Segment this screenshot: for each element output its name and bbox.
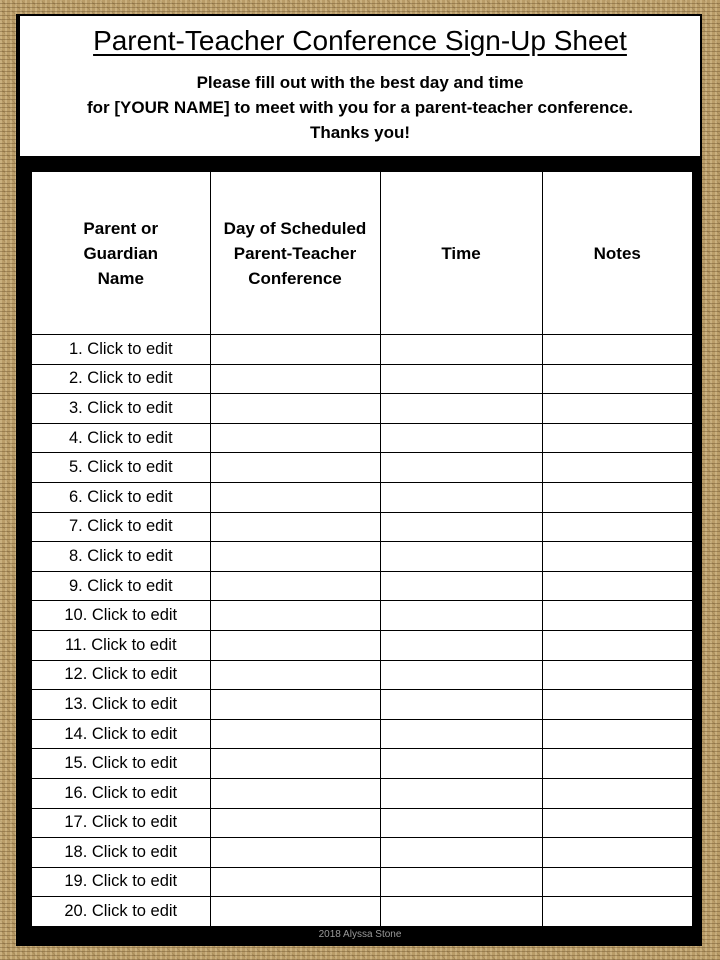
day-cell[interactable] xyxy=(210,808,380,838)
table-row xyxy=(32,660,692,690)
notes-cell[interactable] xyxy=(542,423,692,453)
day-cell[interactable] xyxy=(210,630,380,660)
time-cell[interactable] xyxy=(380,335,542,365)
day-cell[interactable] xyxy=(210,542,380,572)
notes-cell[interactable] xyxy=(542,690,692,720)
name-cell[interactable]: 18. Click to edit xyxy=(32,838,210,868)
notes-cell[interactable] xyxy=(542,660,692,690)
notes-cell[interactable] xyxy=(542,453,692,483)
header-line: Notes xyxy=(593,243,641,263)
day-cell[interactable] xyxy=(210,897,380,927)
header-time xyxy=(380,172,542,335)
day-cell[interactable] xyxy=(210,601,380,631)
name-cell[interactable]: 14. Click to edit xyxy=(32,719,210,749)
table-row xyxy=(32,423,692,453)
name-cell[interactable]: 7. Click to edit xyxy=(32,512,210,542)
table-row xyxy=(32,601,692,631)
name-cell[interactable]: 5. Click to edit xyxy=(32,453,210,483)
notes-cell[interactable] xyxy=(542,749,692,779)
header-panel xyxy=(20,16,700,156)
name-cell[interactable]: 10. Click to edit xyxy=(32,601,210,631)
day-cell[interactable] xyxy=(210,335,380,365)
instructions-line-2: for [YOUR NAME] to meet with you for a parent-teacher conference. xyxy=(87,98,633,117)
table-row xyxy=(32,867,692,897)
table-row xyxy=(32,838,692,868)
day-cell[interactable] xyxy=(210,364,380,394)
table-row xyxy=(32,364,692,394)
name-cell[interactable]: 16. Click to edit xyxy=(32,778,210,808)
notes-cell[interactable] xyxy=(542,571,692,601)
name-cell[interactable]: 8. Click to edit xyxy=(32,542,210,572)
signup-table xyxy=(32,172,692,927)
name-cell[interactable]: 13. Click to edit xyxy=(32,690,210,720)
day-cell[interactable] xyxy=(210,423,380,453)
table-row xyxy=(32,719,692,749)
name-cell[interactable]: 3. Click to edit xyxy=(32,394,210,424)
time-cell[interactable] xyxy=(380,660,542,690)
time-cell[interactable] xyxy=(380,808,542,838)
notes-cell[interactable] xyxy=(542,838,692,868)
day-cell[interactable] xyxy=(210,453,380,483)
header-row xyxy=(32,172,692,335)
name-cell[interactable]: 17. Click to edit xyxy=(32,808,210,838)
name-cell[interactable]: 1. Click to edit xyxy=(32,335,210,365)
time-cell[interactable] xyxy=(380,897,542,927)
day-cell[interactable] xyxy=(210,660,380,690)
name-cell[interactable]: 4. Click to edit xyxy=(32,423,210,453)
copyright-text: 2018 Alyssa Stone xyxy=(318,929,402,940)
table-row xyxy=(32,690,692,720)
name-cell[interactable]: 12. Click to edit xyxy=(32,660,210,690)
notes-cell[interactable] xyxy=(542,867,692,897)
time-cell[interactable] xyxy=(380,630,542,660)
header-line: Name xyxy=(97,268,144,288)
signup-table-container xyxy=(32,172,692,926)
time-cell[interactable] xyxy=(380,778,542,808)
time-cell[interactable] xyxy=(380,719,542,749)
header-day xyxy=(210,172,380,335)
header-line: Parent or xyxy=(83,218,159,238)
notes-cell[interactable] xyxy=(542,897,692,927)
name-cell[interactable]: 19. Click to edit xyxy=(32,867,210,897)
time-cell[interactable] xyxy=(380,394,542,424)
time-cell[interactable] xyxy=(380,423,542,453)
day-cell[interactable] xyxy=(210,719,380,749)
day-cell[interactable] xyxy=(210,778,380,808)
table-row xyxy=(32,482,692,512)
notes-cell[interactable] xyxy=(542,394,692,424)
time-cell[interactable] xyxy=(380,512,542,542)
time-cell[interactable] xyxy=(380,453,542,483)
day-cell[interactable] xyxy=(210,749,380,779)
day-cell[interactable] xyxy=(210,482,380,512)
notes-cell[interactable] xyxy=(542,601,692,631)
time-cell[interactable] xyxy=(380,482,542,512)
notes-cell[interactable] xyxy=(542,630,692,660)
header-line: Parent-Teacher xyxy=(233,243,357,263)
page-title: Parent-Teacher Conference Sign-Up Sheet xyxy=(93,25,627,56)
time-cell[interactable] xyxy=(380,571,542,601)
time-cell[interactable] xyxy=(380,601,542,631)
header-parent-name xyxy=(32,172,210,335)
time-cell[interactable] xyxy=(380,867,542,897)
time-cell[interactable] xyxy=(380,690,542,720)
header-line: Day of Scheduled xyxy=(223,218,367,238)
time-cell[interactable] xyxy=(380,542,542,572)
notes-cell[interactable] xyxy=(542,778,692,808)
table-row xyxy=(32,542,692,572)
time-cell[interactable] xyxy=(380,838,542,868)
table-row xyxy=(32,335,692,365)
header-notes xyxy=(542,172,692,335)
table-row xyxy=(32,394,692,424)
notes-cell[interactable] xyxy=(542,482,692,512)
header-line: Conference xyxy=(248,268,342,288)
table-row xyxy=(32,749,692,779)
notes-cell[interactable] xyxy=(542,335,692,365)
notes-cell[interactable] xyxy=(542,542,692,572)
table-row xyxy=(32,453,692,483)
instructions-line-3: Thanks you! xyxy=(309,123,411,142)
day-cell[interactable] xyxy=(210,512,380,542)
table-row xyxy=(32,630,692,660)
time-cell[interactable] xyxy=(380,749,542,779)
table-row xyxy=(32,778,692,808)
instructions-line-1: Please fill out with the best day and time xyxy=(196,73,524,92)
table-row xyxy=(32,897,692,927)
table-row xyxy=(32,571,692,601)
time-cell[interactable] xyxy=(380,364,542,394)
day-cell[interactable] xyxy=(210,571,380,601)
notes-cell[interactable] xyxy=(542,719,692,749)
name-cell[interactable]: 11. Click to edit xyxy=(32,630,210,660)
name-cell[interactable]: 9. Click to edit xyxy=(32,571,210,601)
notes-cell[interactable] xyxy=(542,808,692,838)
day-cell[interactable] xyxy=(210,394,380,424)
notes-cell[interactable] xyxy=(542,512,692,542)
day-cell[interactable] xyxy=(210,690,380,720)
name-cell[interactable]: 2. Click to edit xyxy=(32,364,210,394)
notes-cell[interactable] xyxy=(542,364,692,394)
day-cell[interactable] xyxy=(210,838,380,868)
name-cell[interactable]: 6. Click to edit xyxy=(32,482,210,512)
instructions xyxy=(20,70,700,145)
name-cell[interactable]: 20. Click to edit xyxy=(32,897,210,927)
header-line: Guardian xyxy=(83,243,159,263)
name-cell[interactable]: 15. Click to edit xyxy=(32,749,210,779)
table-row xyxy=(32,512,692,542)
table-row xyxy=(32,808,692,838)
day-cell[interactable] xyxy=(210,867,380,897)
header-line: Time xyxy=(441,243,481,263)
